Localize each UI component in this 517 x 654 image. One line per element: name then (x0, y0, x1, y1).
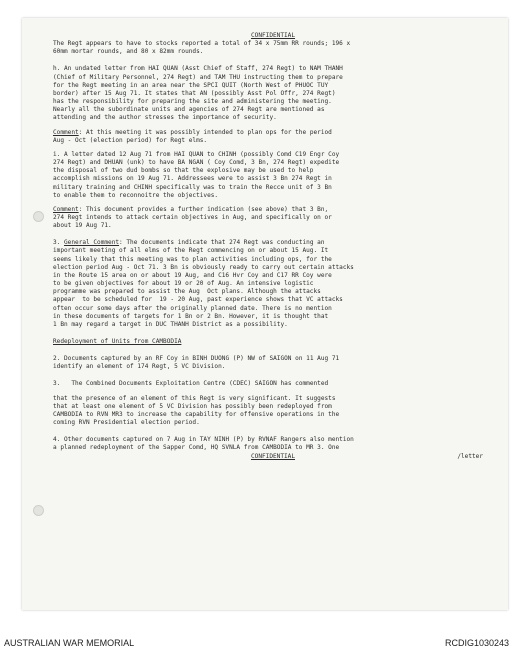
paragraph-3b-continued: that the presence of an element of this Regt is very significant. It suggests that at least one element of 5 VC Division has possibly been redeployed from CAMBODIA to RVN MR3 to increase the capability for offensive operations in the coming RVN Presidential election period. (53, 394, 340, 427)
document-body (53, 32, 493, 461)
top-line: The Regt appears to have to stocks reported a total of 34 x 75mm RR rounds; 196 x 60mm mortar rounds, and 80 x 82mm rounds. (53, 40, 351, 56)
header-classification: CONFIDENTIAL (250, 32, 296, 39)
comment-1 (53, 129, 493, 145)
continuation-marker: /letter (457, 452, 483, 460)
paragraph-number: 4. (53, 436, 61, 444)
paragraph-number: 2. (53, 355, 61, 363)
paragraph-text: Other documents captured on 7 Aug in TAY NINH (P) by RVNAF Rangers also mention a planned redeployment of the Sapper Comd, HQ SVNLA from CAMBODIA to MR 3. One (53, 436, 354, 452)
archive-watermark: AUSTRALIAN WAR MEMORIAL (4, 638, 135, 648)
paragraph-text: Documents captured by an RF Coy in BINH DUONG (P) NW of SAIGON on 11 Aug 71 identify an element of 174 Regt, 5 VC Division. (53, 355, 340, 371)
footer-classification: CONFIDENTIAL (250, 452, 296, 460)
paragraph-number: 3. (53, 239, 61, 247)
document-page (22, 18, 508, 610)
paragraph-i: i. A letter dated 12 Aug 71 from HAI QUAN to CHINH (possibly Comd C19 Engr Coy 274 Regt) and DHUAN (unk) to have BA NGAN ( Coy Comd, 3 Bn, 274 Regt) expedite the disposal of two dud bombs so that the explosive may be used to help accomplish missions on 19 Aug 71. Addressees were to assist 3 Bn 274 Regt in military training and CHINH specifically was to train the Recce unit of 3 Bn to enable them to reconnoitre the objectives. (53, 150, 340, 199)
section-heading: Redeployment of Units from CAMBODIA (53, 338, 182, 345)
paragraph-3b (53, 380, 493, 388)
comment-2 (53, 206, 493, 230)
archive-reference: RCDIG1030243 (444, 638, 509, 648)
paragraph-2 (53, 355, 493, 371)
paragraph-3-general-comment (53, 239, 493, 329)
comment-text: : This document provides a further indication (see above) that 3 Bn, 274 Regt intends to attack certain objectives in Aug, and specifically on or about 19 Aug 71. (53, 205, 332, 230)
comment-label: Comment (53, 128, 79, 136)
paragraph-h: h. An undated letter from HAI QUAN (Asst Chief of Staff, 274 Regt) to NAM THANH (Chief of Military Personnel, 274 Regt) and TAM THU instructing them to prepare for the Regt meeting in an area near the SPCI QUIT (North West of PHUOC TUY border) after 15 Aug 71. It states that AN (possibly Asst Pol Offr, 274 Regt) has the responsibility for preparing the site and administering the meeting. Nearly all the subordinate units and agencies of 274 Regt are mentioned as attending and the author stresses the importance of security. (53, 65, 343, 122)
punch-hole (33, 211, 44, 222)
comment-label: Comment (53, 205, 79, 213)
general-comment-label: General Comment (64, 239, 120, 247)
general-comment-text: : The documents indicate that 274 Regt was conducting an important meeting of all elms of the Regt commencing on or about 15 Aug. It seems likely that this meeting was to plan activities including ops, for the election period Aug - Oct 71. 3 Bn is obviously ready to carry out certain attacks in the Route 15 area on or about 19 Aug, and C16 Hvr Coy and C17 RR Coy were to be given objectives for about 19 or 20 of Aug. An intensive logistic programme was prepared to assist the Aug Oct plans. Although the attacks appear to be scheduled for 19 - 20 Aug, past experience shows that VC attacks often occur some days after the originally planned date. There is no mention in these documents of targets for 1 Bn or 2 Bn. However, it is thought that 1 Bn may regard a target in DUC THANH District as a possibility. (53, 239, 354, 328)
punch-hole (33, 505, 44, 516)
comment-text: : At this meeting it was possibly intended to plan ops for the period Aug - Oct (election period) for Regt elms. (53, 128, 332, 144)
paragraph-text: The Combined Documents Exploitation Centre (CDEC) SAIGON has commented (71, 380, 329, 388)
paragraph-number: 3. (53, 380, 61, 388)
paragraph-4 (53, 436, 493, 452)
